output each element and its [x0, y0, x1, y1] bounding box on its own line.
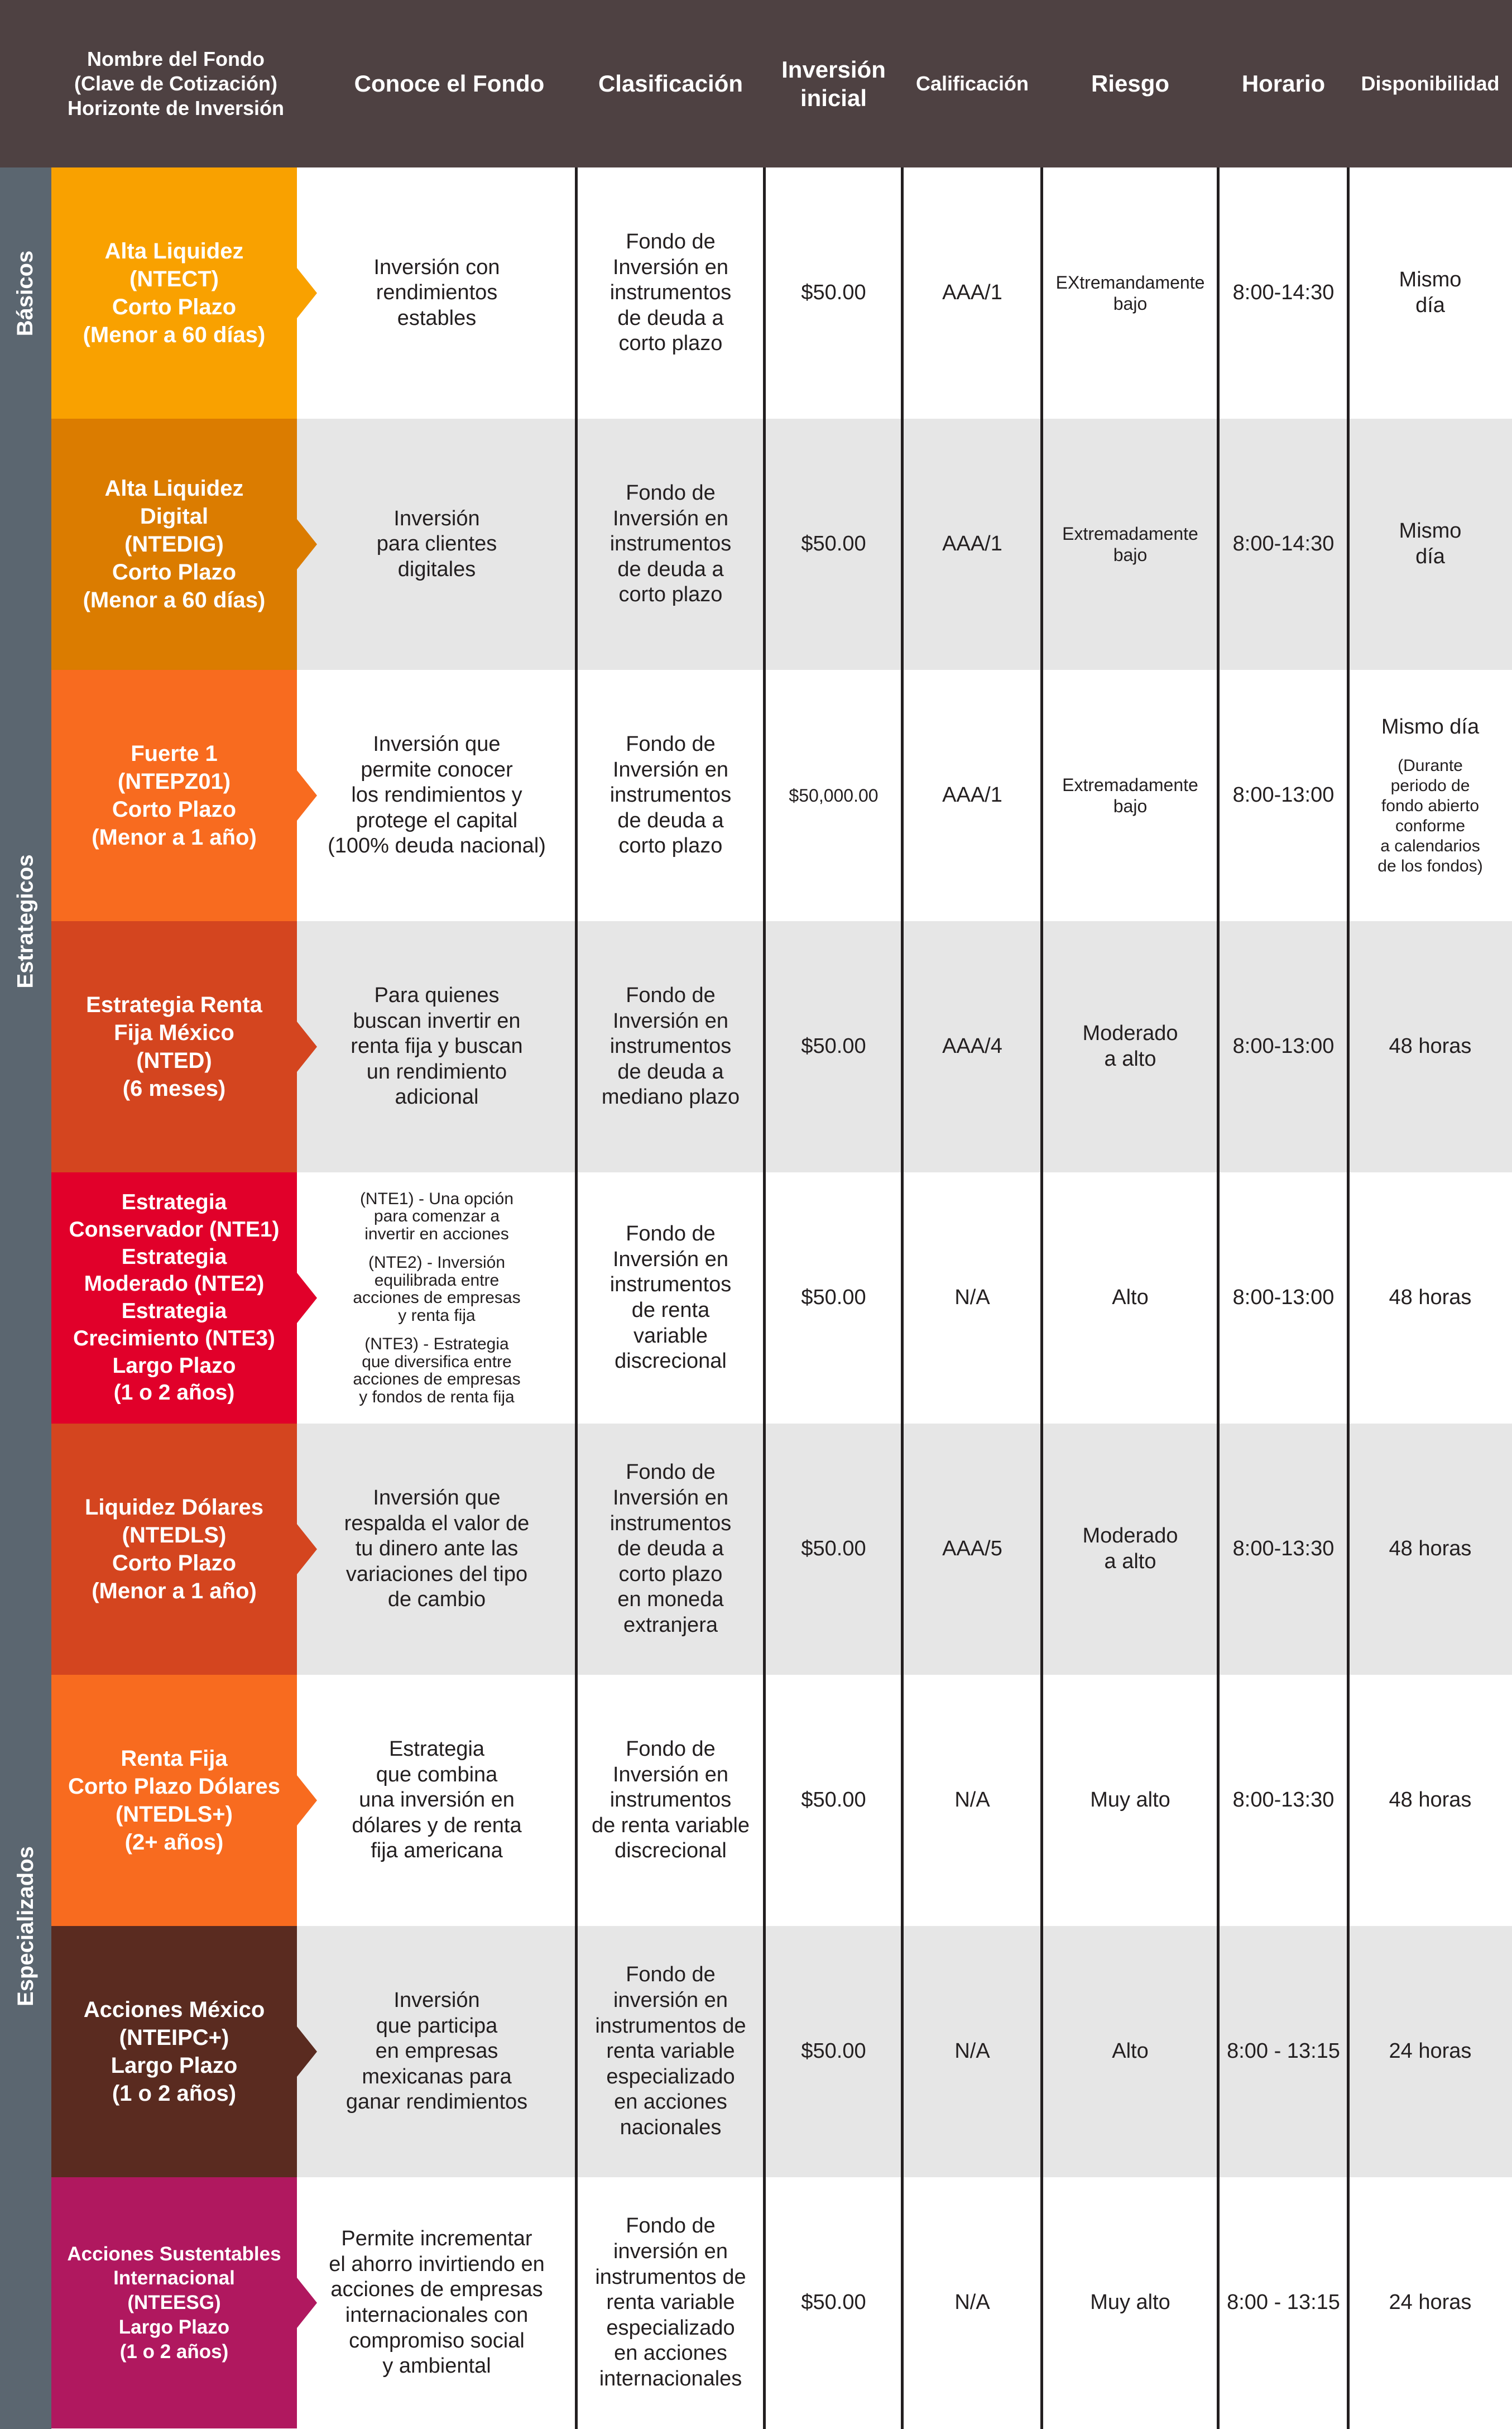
availability-cell: 48 horas [1389, 1537, 1472, 1561]
schedule-cell: 8:00 - 13:15 [1227, 2291, 1340, 2315]
classification-cell: Fondo de Inversión en instrumentos de deuda a corto plazo en moneda extranjera [609, 1460, 732, 1637]
rating-cell: AAA/4 [942, 1034, 1002, 1058]
column-divider [1217, 167, 1220, 2429]
row-arrow [297, 2278, 317, 2328]
availability-cell [1348, 670, 1512, 921]
availability-cell: Mismo día [1399, 519, 1462, 568]
about-cell: Inversión que permite conocer los rendimientos y protege el capital (100% deuda nacional) [328, 732, 546, 858]
availability-cell: 48 horas [1389, 1788, 1472, 1812]
row-arrow [297, 1273, 317, 1323]
classification-cell: Fondo de Inversión en instrumentos de deuda a corto plazo [609, 481, 732, 607]
about-item-nte2: (NTE2) - Inversión equilibrada entre acciones de empresas y renta fija [353, 1253, 521, 1325]
about-cell: Inversión que respalda el valor de tu dinero ante las variaciones del tipo de cambio [344, 1486, 530, 1612]
table-row [51, 167, 1512, 419]
risk-cell: Muy alto [1090, 2291, 1170, 2315]
schedule-cell: 8:00 - 13:15 [1227, 2039, 1340, 2063]
column-divider [763, 167, 766, 2429]
category-estrategicos: Estrategicos [13, 854, 38, 989]
header-risk: Riesgo [1091, 70, 1170, 97]
fund-name-cell: Acciones México (NTEIPC+) Largo Plazo (1 o 2 años) [51, 1926, 297, 2177]
classification-cell: Fondo de Inversión en instrumentos de renta variable discrecional [609, 1222, 732, 1373]
risk-cell: Moderado a alto [1082, 1022, 1178, 1071]
classification-cell: Fondo de Inversión en instrumentos de deuda a corto plazo [609, 230, 732, 356]
investment-cell: $50.00 [801, 1537, 866, 1561]
investment-cell: $50.00 [801, 281, 866, 305]
about-item-nte1: (NTE1) - Una opción para comenzar a invertir en acciones [359, 1189, 514, 1243]
table-row [51, 2177, 1512, 2429]
fund-name-cell: Renta Fija Corto Plazo Dólares (NTEDLS+) (2+ años) [51, 1675, 297, 1926]
header-availability: Disponibilidad [1361, 72, 1500, 95]
fund-name-cell: Acciones Sustentables Internacional (NTEESG) Largo Plazo (1 o 2 años) [51, 2177, 297, 2428]
rating-cell: AAA/1 [942, 281, 1002, 305]
schedule-cell: 8:00-14:30 [1232, 281, 1335, 305]
risk-cell: Extremadamente bajo [1062, 774, 1198, 816]
availability-note: (Durante periodo de fondo abierto conforme a calendarios de los fondos) [1377, 756, 1483, 875]
row-arrow [297, 1022, 317, 1072]
classification-cell: Fondo de inversión en instrumentos de renta variable especializado en acciones nacionales [595, 1963, 746, 2139]
about-item-nte3: (NTE3) - Estrategia que diversifica entre acciones de empresas y fondos de renta fija [353, 1335, 521, 1406]
fund-name-cell: Fuerte 1 (NTEPZ01) Corto Plazo (Menor a 1 año) [51, 670, 297, 921]
schedule-cell: 8:00-13:00 [1232, 1034, 1335, 1058]
table-header [0, 0, 1512, 167]
about-cell: Inversión para clientes digitales [376, 506, 497, 581]
classification-cell: Fondo de Inversión en instrumentos de deuda a mediano plazo [601, 984, 740, 1109]
category-basicos: Básicos [13, 250, 38, 336]
investment-cell: $50.00 [801, 2291, 866, 2315]
fund-name-cell: Alta Liquidez (NTECT) Corto Plazo (Menor a 60 días) [51, 167, 297, 419]
classification-cell: Fondo de Inversión en instrumentos de deuda a corto plazo [609, 732, 732, 858]
header-fund-name: Nombre del Fondo (Clave de Cotización) Horizonte de Inversión [67, 47, 285, 119]
header-schedule: Horario [1241, 70, 1326, 97]
about-cell: Inversión con rendimientos estables [373, 255, 500, 330]
rating-cell: N/A [954, 1788, 990, 1812]
investment-cell: $50.00 [801, 1788, 866, 1812]
availability-cell: 48 horas [1389, 1286, 1472, 1310]
table-row [51, 1424, 1512, 1675]
row-arrow [297, 770, 317, 821]
rating-cell: AAA/1 [942, 783, 1002, 807]
classification-cell: Fondo de Inversión en instrumentos de renta variable discrecional [591, 1737, 750, 1863]
availability-main: Mismo día [1381, 715, 1480, 739]
column-divider [901, 167, 904, 2429]
investment-cell: $50.00 [801, 2039, 866, 2063]
row-arrow [297, 1524, 317, 1574]
header-initial-investment: Inversión inicial [781, 56, 886, 111]
schedule-cell: 8:00-13:00 [1232, 783, 1335, 807]
about-cell: Para quienes buscan invertir en renta fija y buscan un rendimiento adicional [351, 984, 523, 1109]
availability-cell: 48 horas [1389, 1034, 1472, 1058]
row-arrow [297, 519, 317, 569]
table-row [51, 921, 1512, 1172]
rating-cell: N/A [954, 2039, 990, 2063]
investment-cell: $50.00 [801, 532, 866, 556]
risk-cell: Alto [1112, 1286, 1149, 1310]
header-rating: Calificación [915, 72, 1029, 95]
about-cell: Permite incrementar el ahorro invirtiendo en acciones de empresas internacionales con compromiso social y ambiental [329, 2227, 545, 2378]
availability-cell: 24 horas [1389, 2291, 1472, 2315]
rating-cell: AAA/1 [942, 532, 1002, 556]
header-about: Conoce el Fondo [354, 70, 545, 97]
row-arrow [297, 2026, 317, 2077]
rating-cell: AAA/5 [942, 1537, 1002, 1561]
category-especializados: Especializados [13, 1846, 38, 2006]
investment-cell: $50.00 [801, 1034, 866, 1058]
column-divider [1347, 167, 1350, 2429]
fund-name-cell: Estrategia Renta Fija México (NTED) (6 meses) [51, 921, 297, 1172]
header-classification: Clasificación [598, 70, 743, 97]
risk-cell: EXtremandamente bajo [1055, 272, 1205, 314]
risk-cell: Muy alto [1090, 1788, 1170, 1812]
table-row [51, 670, 1512, 921]
schedule-cell: 8:00-14:30 [1232, 532, 1335, 556]
table-row [51, 1172, 1512, 1424]
risk-cell: Alto [1112, 2039, 1149, 2063]
row-arrow [297, 268, 317, 318]
column-divider [575, 167, 578, 2429]
risk-cell: Extremadamente bajo [1062, 523, 1198, 565]
investment-cell: $50,000.00 [789, 785, 879, 806]
fund-name-cell: Liquidez Dólares (NTEDLS) Corto Plazo (Menor a 1 año) [51, 1424, 297, 1675]
availability-cell: Mismo día [1399, 268, 1462, 317]
fund-name-cell: Estrategia Conservador (NTE1) Estrategia Moderado (NTE2) Estrategia Crecimiento (NTE3) Largo Plazo (1 o 2 años) [51, 1172, 297, 1424]
rating-cell: N/A [954, 1286, 990, 1310]
row-arrow [297, 1775, 317, 1826]
classification-cell: Fondo de inversión en instrumentos de renta variable especializado en acciones internacionales [595, 2214, 746, 2390]
availability-cell: 24 horas [1389, 2039, 1472, 2063]
about-cell [297, 1172, 577, 1424]
schedule-cell: 8:00-13:30 [1232, 1537, 1335, 1561]
table-row [51, 1675, 1512, 1926]
column-divider [1040, 167, 1043, 2429]
risk-cell: Moderado a alto [1082, 1524, 1178, 1573]
about-cell: Estrategia que combina una inversión en dólares y de renta fija americana [352, 1737, 522, 1863]
fund-name-cell: Alta Liquidez Digital (NTEDIG) Corto Plazo (Menor a 60 días) [51, 419, 297, 670]
table-row [51, 1926, 1512, 2177]
table-row [51, 419, 1512, 670]
schedule-cell: 8:00-13:00 [1232, 1286, 1335, 1310]
schedule-cell: 8:00-13:30 [1232, 1788, 1335, 1812]
investment-cell: $50.00 [801, 1286, 866, 1310]
rating-cell: N/A [954, 2291, 990, 2315]
about-cell: Inversión que participa en empresas mexicanas para ganar rendimientos [345, 1989, 528, 2114]
